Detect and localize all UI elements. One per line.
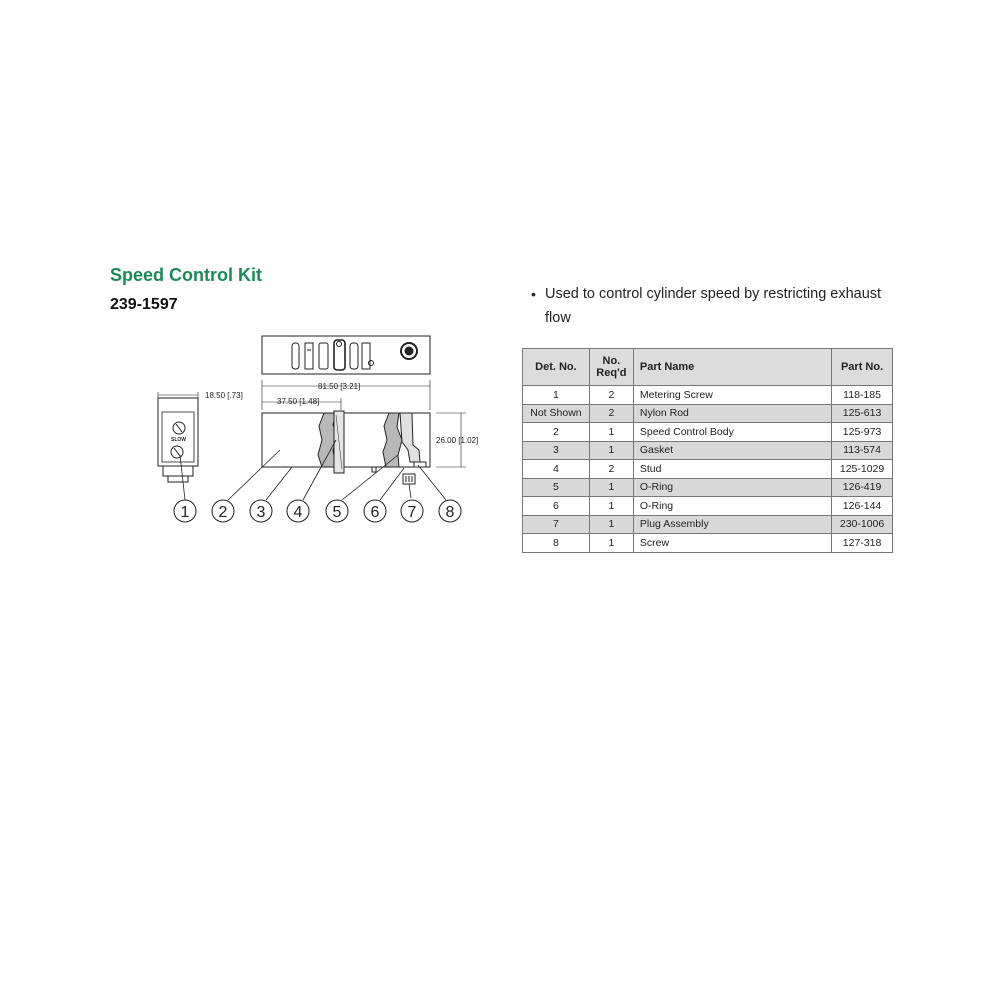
det-no-cell: 3 bbox=[523, 441, 590, 460]
table-row bbox=[523, 460, 893, 479]
callout-6-label: 6 bbox=[370, 504, 380, 521]
end-view-slow-label: SLOW bbox=[171, 437, 186, 443]
callout-1 bbox=[174, 500, 196, 522]
callout-8-label: 8 bbox=[445, 504, 455, 521]
part-no-cell: 113-574 bbox=[832, 441, 893, 460]
part-no-cell: 126-419 bbox=[832, 478, 893, 497]
req-cell: 1 bbox=[589, 534, 633, 553]
bullet-text: Used to control cylinder speed by restricting exhaust flow bbox=[545, 286, 882, 326]
part-no-cell: 118-185 bbox=[832, 386, 893, 405]
req-cell: 2 bbox=[589, 386, 633, 405]
part-no-cell: 230-1006 bbox=[832, 515, 893, 534]
table-row bbox=[523, 515, 893, 534]
table-row bbox=[523, 441, 893, 460]
det-no-cell: 4 bbox=[523, 460, 590, 479]
table-row bbox=[523, 497, 893, 516]
callout-5-label: 5 bbox=[332, 504, 342, 521]
callout-7 bbox=[401, 500, 423, 522]
det-no-cell: 1 bbox=[523, 386, 590, 405]
col-header-det-no: Det. No. bbox=[523, 349, 590, 386]
det-no-cell: 2 bbox=[523, 423, 590, 442]
bullet-dot: • bbox=[531, 286, 536, 302]
table-row bbox=[523, 478, 893, 497]
det-no-cell: 6 bbox=[523, 497, 590, 516]
part-name-cell: O-Ring bbox=[633, 497, 831, 516]
det-no-cell: 5 bbox=[523, 478, 590, 497]
det-no-cell: 7 bbox=[523, 515, 590, 534]
det-no-cell: Not Shown bbox=[523, 404, 590, 423]
table-row bbox=[523, 534, 893, 553]
callout-1-label: 1 bbox=[180, 504, 190, 521]
callout-4 bbox=[287, 500, 309, 522]
dim-width-label: 81.50 [3.21] bbox=[318, 382, 361, 391]
part-name-cell: Stud bbox=[633, 460, 831, 479]
col-header-no-reqd: No. Req'd bbox=[589, 349, 633, 386]
callout-3-label: 3 bbox=[256, 504, 266, 521]
req-cell: 1 bbox=[589, 497, 633, 516]
req-cell: 2 bbox=[589, 404, 633, 423]
callout-8 bbox=[439, 500, 461, 522]
page-title: Speed Control Kit bbox=[110, 265, 262, 285]
callout-2-label: 2 bbox=[218, 504, 228, 521]
part-name-cell: O-Ring bbox=[633, 478, 831, 497]
req-cell: 2 bbox=[589, 460, 633, 479]
col-header-part-name: Part Name bbox=[633, 349, 831, 386]
part-name-cell: Nylon Rod bbox=[633, 404, 831, 423]
req-cell: 1 bbox=[589, 423, 633, 442]
part-no-cell: 127-318 bbox=[832, 534, 893, 553]
dim-depth-label: 18.50 [.73] bbox=[205, 391, 243, 400]
part-no-cell: 125-613 bbox=[832, 404, 893, 423]
req-cell: 1 bbox=[589, 515, 633, 534]
dim-height-label: 26.00 [1.02] bbox=[436, 436, 479, 445]
det-no-cell: 8 bbox=[523, 534, 590, 553]
part-no-cell: 125-973 bbox=[832, 423, 893, 442]
callout-6 bbox=[364, 500, 386, 522]
req-cell: 1 bbox=[589, 478, 633, 497]
col-header-part-no: Part No. bbox=[832, 349, 893, 386]
technical-drawing bbox=[150, 330, 500, 525]
table-row bbox=[523, 423, 893, 442]
part-name-cell: Screw bbox=[633, 534, 831, 553]
part-name-cell: Gasket bbox=[633, 441, 831, 460]
dim-offset-label: 37.50 [1.48] bbox=[277, 397, 320, 406]
part-name-cell: Speed Control Body bbox=[633, 423, 831, 442]
part-no-cell: 125-1029 bbox=[832, 460, 893, 479]
table-row bbox=[523, 404, 893, 423]
feature-bullet bbox=[531, 282, 891, 330]
callout-2 bbox=[212, 500, 234, 522]
req-cell: 1 bbox=[589, 441, 633, 460]
callout-3 bbox=[250, 500, 272, 522]
callout-7-label: 7 bbox=[407, 504, 417, 521]
table-header-row bbox=[523, 349, 893, 386]
part-name-cell: Metering Screw bbox=[633, 386, 831, 405]
parts-table bbox=[522, 348, 893, 553]
top-view bbox=[262, 336, 430, 374]
callout-4-label: 4 bbox=[293, 504, 303, 521]
part-name-cell: Plug Assembly bbox=[633, 515, 831, 534]
kit-part-number: 239-1597 bbox=[110, 296, 178, 313]
part-no-cell: 126-144 bbox=[832, 497, 893, 516]
table-row bbox=[523, 386, 893, 405]
callout-5 bbox=[326, 500, 348, 522]
